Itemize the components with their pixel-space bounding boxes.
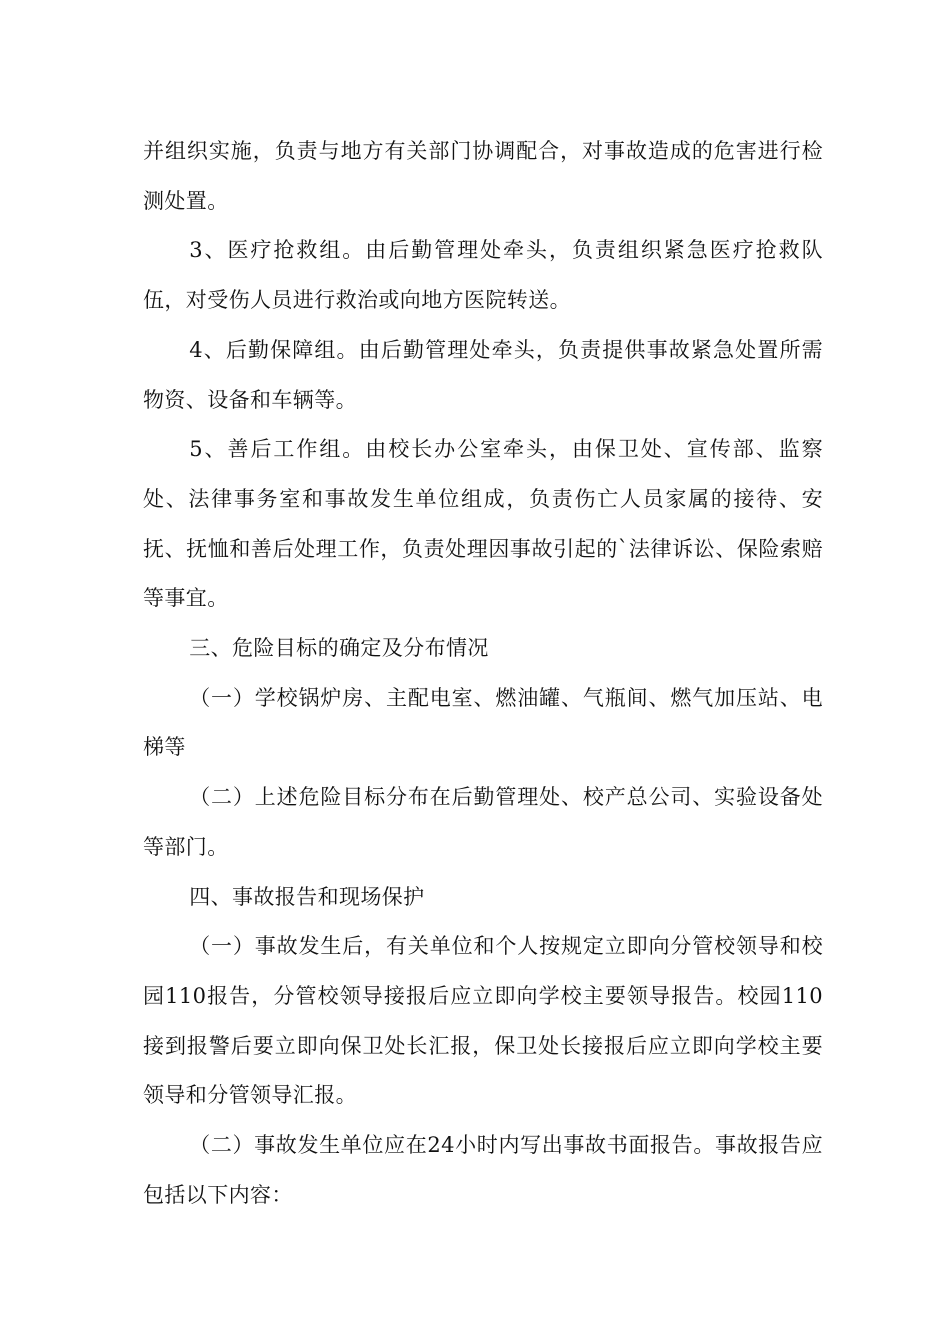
- paragraph-logistics-support-group: 4、后勤保障组。由后勤管理处牵头，负责提供事故紧急处置所需物资、设备和车辆等。: [143, 337, 823, 412]
- document-body: [143, 127, 823, 1220]
- section-heading-accident-report: 四、事故报告和现场保护: [189, 884, 425, 909]
- paragraph-hazard-distribution: （二）上述危险目标分布在后勤管理处、校产总公司、实验设备处等部门。: [143, 785, 823, 859]
- paragraph-hazard-list: （一）学校锅炉房、主配电室、燃油罐、气瓶间、燃气加压站、电梯等: [143, 685, 823, 760]
- paragraph-aftermath-work-group: 5、善后工作组。由校长办公室牵头，由保卫处、宣传部、监察处、法律事务室和事故发生单位组成，负责伤亡人员家属的接待、安抚、抚恤和善后处理工作，负责处理因事故引起的`法律诉讼、保险索赔等事宜。: [143, 437, 823, 611]
- paragraph-report-procedure: （一）事故发生后，有关单位和个人按规定立即向分管校领导和校园110报告，分管校领导接报后应立即向学校主要领导报告。校园110接到报警后要立即向保卫处长汇报，保卫处长接报后应立即向学校主要领导和分管领导汇报。: [143, 934, 823, 1108]
- paragraph-continuation: 并组织实施，负责与地方有关部门协调配合，对事故造成的危害进行检测处置。: [143, 139, 823, 213]
- paragraph-written-report: （二）事故发生单位应在24小时内写出事故书面报告。事故报告应包括以下内容：: [143, 1133, 823, 1207]
- paragraph-medical-rescue-group: 3、医疗抢救组。由后勤管理处牵头，负责组织紧急医疗抢救队伍，对受伤人员进行救治或向地方医院转送。: [143, 238, 823, 313]
- section-heading-hazard-targets: 三、危险目标的确定及分布情况: [189, 636, 489, 661]
